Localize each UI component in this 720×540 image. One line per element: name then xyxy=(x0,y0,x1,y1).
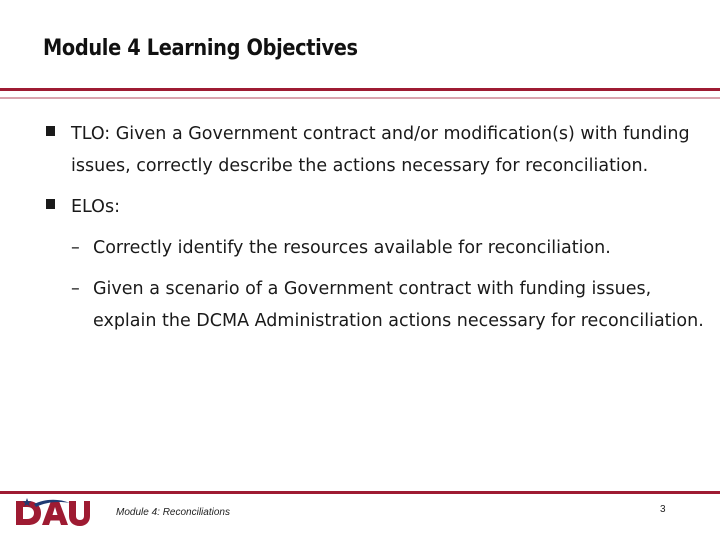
footer-divider xyxy=(0,491,720,494)
dash-bullet: – xyxy=(71,238,80,258)
title-divider-light xyxy=(0,97,720,99)
dash-bullet: – xyxy=(71,279,80,299)
bullet-text: TLO: Given a Government contract and/or modification(s) with funding issues, correctly describe the actions necessary for reconciliation. xyxy=(71,124,690,176)
bullet-text: ELOs: xyxy=(71,197,120,217)
square-bullet-icon xyxy=(46,126,55,136)
sub-bullet-elo-1 xyxy=(0,232,720,264)
slide-content xyxy=(0,118,720,346)
dau-logo-mark xyxy=(16,498,90,526)
bullet-tlo xyxy=(0,118,720,182)
sub-bullet-text: Correctly identify the resources available for reconciliation. xyxy=(93,238,611,258)
square-bullet-icon xyxy=(46,199,55,209)
dau-logo xyxy=(14,497,90,529)
page-number: 3 xyxy=(660,504,666,515)
sub-bullet-elo-2 xyxy=(0,273,720,337)
title-divider xyxy=(0,88,720,91)
slide-title: Module 4 Learning Objectives xyxy=(43,36,358,61)
bullet-elos xyxy=(0,191,720,223)
footer-module-label: Module 4: Reconciliations xyxy=(116,507,230,518)
sub-bullet-text: Given a scenario of a Government contract with funding issues, explain the DCMA Administration actions necessary for reconciliation. xyxy=(93,279,704,331)
